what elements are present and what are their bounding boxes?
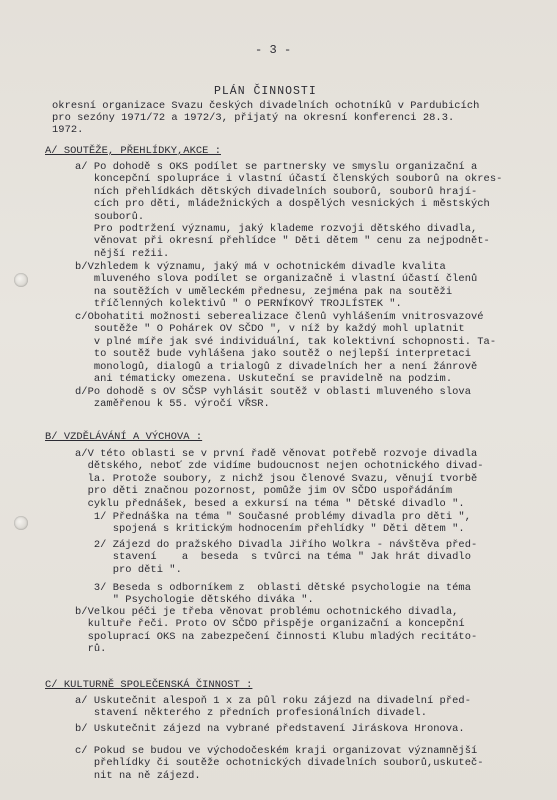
paragraph-line: stavení a beseda s tvůrci na téma " Jak hrát divadlo	[75, 551, 471, 564]
page-number: - 3 -	[255, 43, 292, 57]
section-heading: B/ VZDĚLÁVÁNÍ A VÝCHOVA :	[45, 431, 203, 443]
paragraph-line: zaměřenou k 55. výročí VŘSR.	[75, 398, 270, 411]
paragraph-line: pro děti značnou pozornost, pomůže jim OV SČDO uspořádáním	[75, 485, 453, 498]
paragraph-line: d/Po dohodě s OV SČSP vyhlásit soutěž v oblasti mluveného slova	[75, 386, 471, 398]
paragraph-line: a/V této oblasti se v první řadě věnovat potřebě rozvoje divadla	[75, 448, 478, 460]
paragraph-line: tříčlenných kolektivů " O PERNÍKOVÝ TROJLÍSTEK ".	[75, 298, 402, 311]
paragraph-line: b/ Uskutečnit zájezd na vybrané představení Jiráskova Hronova.	[75, 723, 465, 735]
paragraph-line: c/Obohatiti možnosti seberealizace členů vyhlášením vnitrosvazové	[75, 311, 484, 323]
paragraph-line: 2/ Zájezd do pražského Divadla Jiřího Wolkra - návštěva před-	[75, 539, 478, 551]
document-title: PLÁN ČINNOSTI	[214, 85, 317, 98]
punch-hole-top	[14, 273, 28, 287]
paragraph-line: přehlídky či soutěže ochotnických divadelních souborů,uskuteč-	[75, 757, 484, 770]
paragraph-line: b/Vzhledem k významu, jaký má v ochotnickém divadle kvalita	[75, 261, 446, 273]
paragraph-line: b/Velkou péči je třeba věnovat problému ochotnického divadla,	[75, 606, 459, 618]
paragraph-line: ani tématicky omezena. Uskuteční se pravidelně na podzim.	[75, 373, 453, 385]
paragraph-line: a/ Po dohodě s OKS podílet se partnersky ve smyslu organizační a	[75, 161, 478, 173]
paragraph-line: dětského, neboť zde vidíme budoucnost nejen ochotnického divad-	[75, 460, 484, 473]
paragraph-line: spoluprací OKS na zabezpečení činnosti Klubu mladých recitáto-	[75, 630, 478, 643]
paragraph-line: la. Protože soubory, z nichž jsou členové Svazu, věnují tvorbě	[75, 472, 478, 485]
paragraph-line: spojená s kritickým hodnocením přehlídky " Děti dětem ".	[75, 523, 465, 536]
paragraph-line: 1/ Přednáška na téma " Současné problémy divadla pro děti ",	[75, 511, 471, 523]
paragraph-line: na soutěžích v uměleckém přednesu, zejména pak na soutěži	[75, 285, 453, 298]
paragraph-line: c/ Pokud se budou ve východočeském kraji organizovat významnější	[75, 745, 478, 757]
paragraph-line: souborů.	[75, 210, 145, 223]
paragraph-line: v plné míře jak své individuální, tak kolektivní schopnosti. Ta-	[75, 335, 497, 348]
paragraph-line: to soutěž bude vyhlášena jako soutěž o nejlepší interpretaci	[75, 348, 471, 361]
paragraph-line: a/ Uskutečnit alespoň 1 x za půl roku zájezd na divadelní před-	[75, 695, 471, 707]
paragraph-line: 3/ Beseda s odborníkem z oblasti dětské psychologie na téma	[75, 582, 471, 594]
paragraph-line: koncepční spolupráce i vlastní účastí členských souborů na okres-	[75, 173, 503, 186]
intro-line: pro sezóny 1971/72 a 1972/3, přijatý na okresní konferenci 28.3.	[52, 112, 455, 124]
paragraph-line: ních přehlídkách dětských divadelních souborů, souborů hrají-	[75, 185, 478, 198]
paragraph-line: pro děti ".	[75, 563, 182, 576]
paragraph-line: soutěže " O Pohárek OV SČDO ", v níž by každý mohl uplatnit	[75, 323, 465, 336]
paragraph-line: monologů, dialogů a trialogů z divadelních her a není žánrově	[75, 360, 478, 373]
section-heading: A/ SOUTĚŽE, PŘEHLÍDKY,AKCE :	[45, 145, 221, 157]
section-heading: C/ KULTURNĚ SPOLEČENSKÁ ČINNOST :	[45, 679, 253, 691]
paragraph-line: Pro podtržení významu, jaký klademe rozvoji dětského divadla,	[75, 223, 478, 235]
intro-line: 1972.	[52, 124, 84, 136]
paragraph-line: mluveného slova podílet se organizačně i vlastní účastí členů	[75, 273, 478, 286]
paragraph-line: nit na ně zájezd.	[75, 769, 201, 782]
paragraph-line: " Psychologie dětského diváka ".	[75, 594, 314, 607]
punch-hole-bottom	[14, 516, 28, 530]
paragraph-line: stavení některého z předních profesionálních divadel.	[75, 707, 427, 720]
paragraph-line: věnovat při okresní přehlídce " Děti dětem " cenu za nejpodnět-	[75, 235, 490, 248]
paragraph-line: rů.	[75, 643, 107, 656]
paragraph-line: nější režii.	[75, 247, 170, 260]
paragraph-line: kultuře řeči. Proto OV SČDO přispěje organizační a koncepční	[75, 618, 465, 631]
paragraph-line: cích pro děti, mládežnických a dospělých vesnických i městských	[75, 198, 490, 211]
paragraph-line: cyklu přednášek, besed a exkursí na téma " Dětské divadlo ".	[75, 497, 465, 510]
intro-line: okresní organizace Svazu českých divadelních ochotníků v Pardubicích	[52, 100, 480, 112]
